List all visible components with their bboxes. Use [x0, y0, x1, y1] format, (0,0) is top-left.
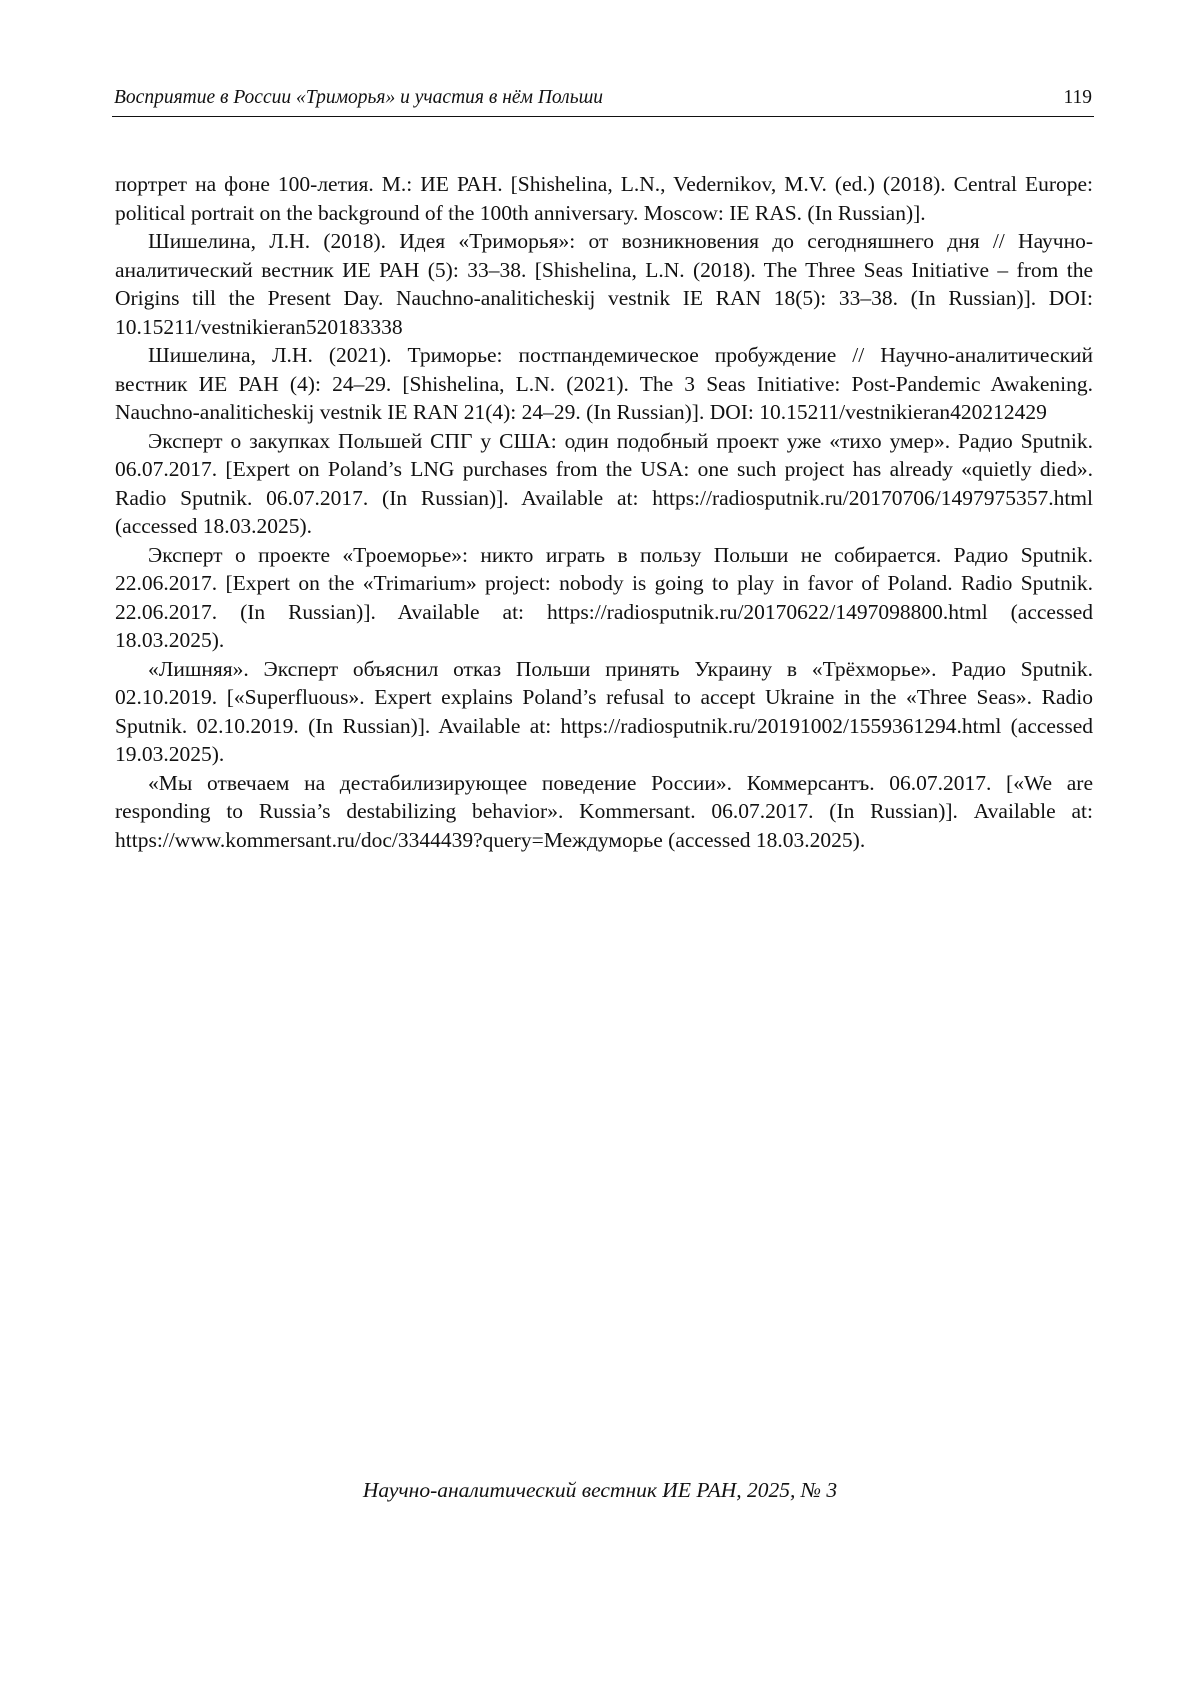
- reference-item: «Лишняя». Эксперт объяснил отказ Польши принять Украину в «Трёхморье». Радио Sputnik. 02.10.2019. [«Superfluous». Expert explains Poland’s refusal to accept Ukraine in the «Three Seas». Radio Sputnik. 02.10.2019. (In Russian)]. Available at: https://radiosputnik.ru/20191002/1559361294.html (accessed 19.03.2025).: [115, 656, 1093, 766]
- reference-list: [115, 170, 1093, 854]
- page-number: 119: [1063, 87, 1092, 108]
- running-header: [112, 86, 1094, 117]
- reference-item: Эксперт о закупках Польшей СПГ у США: один подобный проект уже «тихо умер». Радио Sputnik. 06.07.2017. [Expert on Poland’s LNG purchases from the USA: one such project has already «quietly died». Radio Sputnik. 06.07.2017. (In Russian)]. Available at: https://radiosputnik.ru/20170706/1497975357.html (accessed 18.03.2025).: [115, 428, 1093, 538]
- reference-item: «Мы отвечаем на дестабилизирующее поведение России». Коммерсантъ. 06.07.2017. [«We are responding to Russia’s destabilizing behavior». Kommersant. 06.07.2017. (In Russian)]. Available at: https://www.kommersant.ru/doc/3344439?query=Междуморье (accessed 18.03.2025).: [115, 770, 1093, 852]
- running-title: Восприятие в России «Триморья» и участия в нём Польши: [114, 87, 604, 108]
- reference-item: Шишелина, Л.Н. (2018). Идея «Триморья»: от возникновения до сегодняшнего дня // Научно-аналитический вестник ИЕ РАН (5): 33–38. [Shishelina, L.N. (2018). The Three Seas Initiative – from the Origins till the Present Day. Nauchno-analiticheskij vestnik IE RAN 18(5): 33–38. (In Russian)]. DOI: 10.15211/vestnikieran520183338: [115, 229, 1093, 339]
- reference-item: Шишелина, Л.Н. (2021). Триморье: постпандемическое пробуждение // Научно-аналитический вестник ИЕ РАН (4): 24–29. [Shishelina, L.N. (2021). The 3 Seas Initiative: Post-Pandemic Awakening. Nauchno-analiticheskij vestnik IE RAN 21(4): 24–29. (In Russian)]. DOI: 10.15211/vestnikieran420212429: [115, 343, 1093, 424]
- journal-footer: Научно-аналитический вестник ИЕ РАН, 2025, № 3: [362, 1478, 838, 1502]
- reference-item: Эксперт о проекте «Троеморье»: никто играть в пользу Польши не собирается. Радио Sputnik. 22.06.2017. [Expert on the «Trimarium» project: nobody is going to play in favor of Poland. Radio Sputnik. 22.06.2017. (In Russian)]. Available at: https://radiosputnik.ru/20170622/1497098800.html (accessed 18.03.2025).: [115, 542, 1093, 652]
- reference-item: портрет на фоне 100-летия. М.: ИЕ РАН. [Shishelina, L.N., Vedernikov, M.V. (ed.) (2018). Central Europe: political portrait on the background of the 100th anniversary. Moscow: IE RAS. (In Russian)].: [115, 172, 1093, 225]
